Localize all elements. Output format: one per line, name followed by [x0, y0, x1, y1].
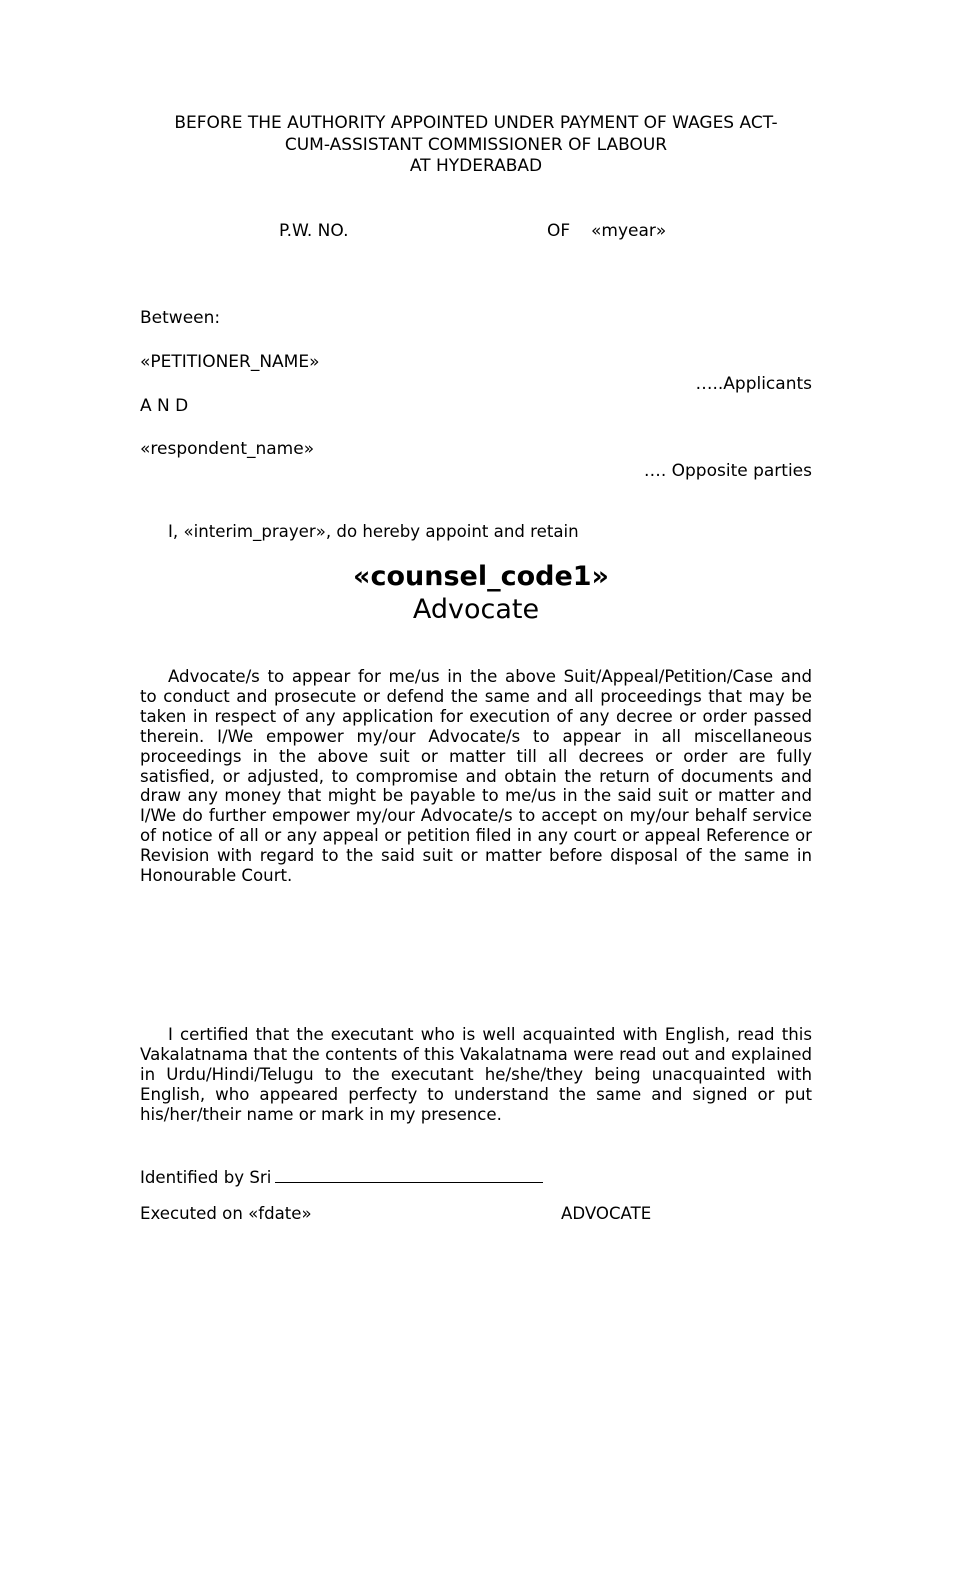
- header-title: [140, 113, 812, 178]
- pw-no-label: P.W. NO.: [279, 221, 349, 241]
- identified-by-blank: [275, 1164, 543, 1183]
- case-year: «myear»: [591, 221, 667, 241]
- advocate-signature-label: ADVOCATE: [561, 1204, 652, 1223]
- counsel-designation: Advocate: [412, 594, 540, 625]
- authority-paragraph: Advocate/s to appear for me/us in the above Suit/Appeal/Petition/Case and to conduct and prosecute or defend the same and all proceedings that may be taken in respect of any application for execution of any decree or order passed therein. I/We empower my/our Advocate/s to appear in all miscellaneous proceedings in the above suit or matter till all decrees or order are fully satisfied, or adjusted, to compromise and obtain the return of documents and draw any money that might be payable to me/us in the said suit or matter and I/We do further empower my/our Advocate/s to accept on my/our behalf service of notice of all or any appeal or petition filed in any court or appeal Reference or Revision with regard to the said suit or matter before disposal of the same in Honourable Court.: [140, 667, 812, 886]
- identified-by-line: [140, 1164, 543, 1187]
- certification-paragraph: I certified that the executant who is well acquainted with English, read this Vakalatnama that the contents of this Vakalatnama were read out and explained in Urdu/Hindi/Telugu to the executant he/she/they being unacquainted with English, who appeared perfecty to understand the same and signed or put his/her/their name or mark in my presence.: [140, 1025, 812, 1124]
- identified-by-label: Identified by Sri: [140, 1168, 272, 1187]
- applicants-label: …..Applicants: [695, 374, 812, 394]
- header-line-2: CUM-ASSISTANT COMMISSIONER OF LABOUR: [284, 134, 668, 155]
- header-line-3: AT HYDERABAD: [409, 156, 543, 176]
- executed-on-label: Executed on «fdate»: [140, 1204, 312, 1223]
- counsel-name: «counsel_code1»: [353, 561, 609, 592]
- and-label: A N D: [140, 396, 189, 416]
- header-line-1: BEFORE THE AUTHORITY APPOINTED UNDER PAYMENT OF WAGES ACT-: [174, 113, 778, 133]
- opposite-parties-label: …. Opposite parties: [643, 461, 812, 481]
- between-label: Between:: [140, 308, 221, 328]
- of-label: OF: [547, 221, 571, 241]
- appointment-line: I, «interim_prayer», do hereby appoint and retain: [168, 522, 579, 541]
- respondent-name: «respondent_name»: [140, 439, 315, 459]
- petitioner-name: «PETITIONER_NAME»: [140, 352, 320, 372]
